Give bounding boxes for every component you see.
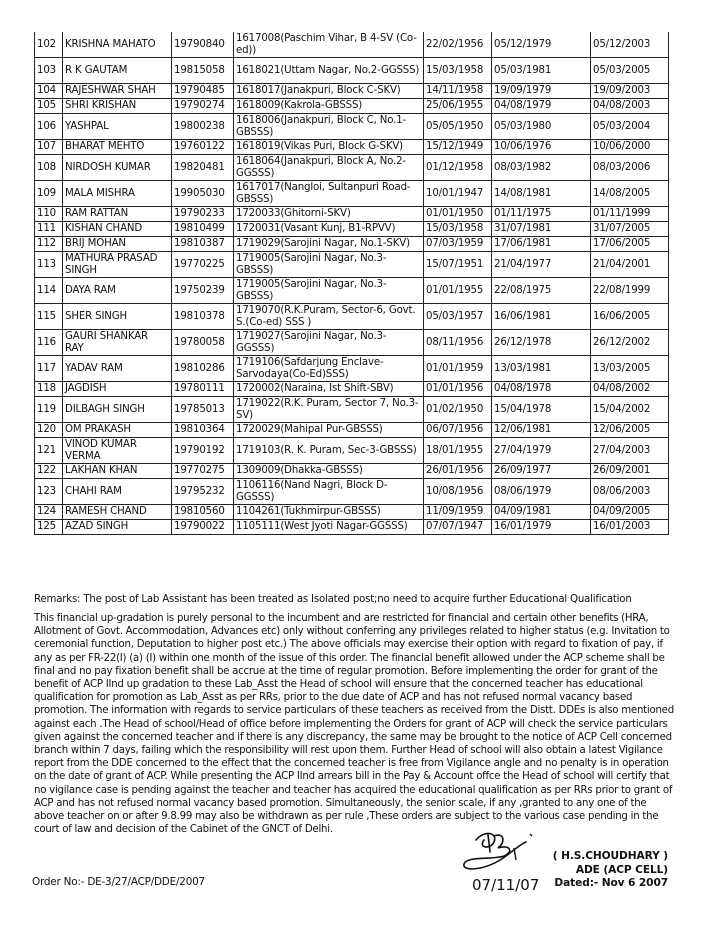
serial-number-cell: 109 xyxy=(35,181,63,207)
employee-name-cell: MALA MISHRA xyxy=(63,181,172,207)
table-row xyxy=(35,32,669,58)
acp-date-cell: 08/06/2003 xyxy=(591,479,669,505)
acp-date-cell: 04/08/2002 xyxy=(591,382,669,397)
table-row xyxy=(35,438,669,464)
serial-number-cell: 114 xyxy=(35,278,63,304)
employee-code-cell: 19810387 xyxy=(172,237,234,252)
school-cell: 1719070(R.K.Puram, Sector-6, Govt. S.(Co-ed) SSS ) xyxy=(234,304,424,330)
employee-code-cell: 19790485 xyxy=(172,84,234,99)
school-cell: 1309009(Dhakka-GBSSS) xyxy=(234,464,424,479)
signatory-designation: ADE (ACP CELL) xyxy=(575,863,668,876)
acp-date-cell: 26/09/2001 xyxy=(591,464,669,479)
table-row xyxy=(35,304,669,330)
employee-code-cell: 19750239 xyxy=(172,278,234,304)
school-cell: 1618021(Uttam Nagar, No.2-GGSSS) xyxy=(234,58,424,84)
employee-code-cell: 19815058 xyxy=(172,58,234,84)
acp-table-body xyxy=(35,32,669,535)
serial-number-cell: 112 xyxy=(35,237,63,252)
remarks-first-line: Remarks: The post of Lab Assistant has been treated as Isolated post;no need to acquire further Educational Qualification xyxy=(34,594,632,605)
employee-code-cell: 19790192 xyxy=(172,438,234,464)
acp-date-cell: 12/06/2005 xyxy=(591,423,669,438)
date-of-birth-cell: 15/03/1958 xyxy=(424,58,492,84)
acp-date-cell: 17/06/2005 xyxy=(591,237,669,252)
joining-date-cell: 17/06/1981 xyxy=(492,237,591,252)
acp-date-cell: 14/08/2005 xyxy=(591,181,669,207)
acp-date-cell: 05/12/2003 xyxy=(591,32,669,58)
joining-date-cell: 21/04/1977 xyxy=(492,252,591,278)
acp-date-cell: 04/09/2005 xyxy=(591,505,669,520)
table-row xyxy=(35,464,669,479)
employee-name-cell: VINOD KUMAR VERMA xyxy=(63,438,172,464)
school-cell: 1105111(West Jyoti Nagar-GGSSS) xyxy=(234,520,424,535)
table-row xyxy=(35,114,669,140)
serial-number-cell: 107 xyxy=(35,140,63,155)
table-row xyxy=(35,330,669,356)
signature-icon xyxy=(454,826,564,898)
table-row xyxy=(35,140,669,155)
school-cell: 1719005(Sarojini Nagar, No.3-GBSSS) xyxy=(234,278,424,304)
employee-code-cell: 19810364 xyxy=(172,423,234,438)
serial-number-cell: 102 xyxy=(35,32,63,58)
acp-date-cell: 10/06/2000 xyxy=(591,140,669,155)
joining-date-cell: 05/03/1981 xyxy=(492,58,591,84)
employee-code-cell: 19795232 xyxy=(172,479,234,505)
joining-date-cell: 31/07/1981 xyxy=(492,222,591,237)
employee-code-cell: 19905030 xyxy=(172,181,234,207)
serial-number-cell: 115 xyxy=(35,304,63,330)
joining-date-cell: 19/09/1979 xyxy=(492,84,591,99)
table-row xyxy=(35,155,669,181)
serial-number-cell: 110 xyxy=(35,207,63,222)
employee-code-cell: 19810560 xyxy=(172,505,234,520)
school-cell: 1719027(Sarojini Nagar, No.3-GGSSS) xyxy=(234,330,424,356)
serial-number-cell: 116 xyxy=(35,330,63,356)
employee-name-cell: GAURI SHANKAR RAY xyxy=(63,330,172,356)
remarks-body: This financial up-gradation is purely personal to the incumbent and are restricted for financial and certain other benefits (HRA, Allotment of Govt. Accommodation, Advances etc) only without conferring any privileges related to higher status (e.g. Invitation to ceremonial function, Deputation to higher post etc.) The above officials may exercise their option with regard to fixation of pay, if any as per FR-22(I) (a) (I) within one month of the issue of this order. The financial benefit allowed under the ACP scheme shall be final and no pay fixation benefit shall be accrue at the time of regular promotion. Before implementing the order for grant of the benefit of ACP IInd up gradation to these Lab_Asst the Head of school will ensure that the concerned teacher has educational qualification for promotion as Lab_Asst as per RRs, prior to the due date of ACP and has not refused normal vacancy based promotion. The information with regards to service particulars of these teachers as received from the Distt. DDEs is also mentioned against each .The Head of school/Head of office before implementing the Orders for grant of ACP will check the service particulars given against the concerned teacher and if there is any discrepancy, the same may be brought to the notice of ACP Cell concerned branch within 7 days, failing which the responsibility will rest upon them. Further Head of school will also obtain a latest Vigilance report from the DDE concerned to the effect that the concerned teacher is free from Vigilance angle and no penalty is in operation on the date of grant of ACP. While presenting the ACP IInd arrears bill in the Pay & Account offce the Head of school will certify that no vigilance case is pending against the teacher and teacher has acquired the educational qualification as per RRs prior to grant of ACP and has not refused normal vacancy based promotion. Simultaneously, the senior scale, if any ,granted to any one of the above teacher on or after 9.8.99 may also be withdrawn as per rule ,These orders are subject to the various case pending in the court of law and decision of the Cabinet of the GNCT of Delhi. xyxy=(34,613,674,836)
serial-number-cell: 121 xyxy=(35,438,63,464)
employee-name-cell: DAYA RAM xyxy=(63,278,172,304)
table-row xyxy=(35,397,669,423)
serial-number-cell: 106 xyxy=(35,114,63,140)
school-cell: 1104261(Tukhmirpur-GBSSS) xyxy=(234,505,424,520)
date-of-birth-cell: 10/01/1947 xyxy=(424,181,492,207)
serial-number-cell: 119 xyxy=(35,397,63,423)
employee-code-cell: 19810378 xyxy=(172,304,234,330)
employee-name-cell: RAMESH CHAND xyxy=(63,505,172,520)
school-cell: 1618006(Janakpuri, Block C, No.1-GBSSS) xyxy=(234,114,424,140)
school-cell: 1719106(Safdarjung Enclave-Sarvodaya(Co-Ed)SSS) xyxy=(234,356,424,382)
employee-name-cell: NIRDOSH KUMAR xyxy=(63,155,172,181)
joining-date-cell: 08/06/1979 xyxy=(492,479,591,505)
date-of-birth-cell: 10/08/1956 xyxy=(424,479,492,505)
employee-code-cell: 19785013 xyxy=(172,397,234,423)
table-row xyxy=(35,278,669,304)
joining-date-cell: 27/04/1979 xyxy=(492,438,591,464)
employee-name-cell: R K GAUTAM xyxy=(63,58,172,84)
school-cell: 1617008(Paschim Vihar, B 4-SV (Co-ed)) xyxy=(234,32,424,58)
employee-code-cell: 19790274 xyxy=(172,99,234,114)
school-cell: 1106116(Nand Nagri, Block D-GGSSS) xyxy=(234,479,424,505)
employee-name-cell: MATHURA PRASAD SINGH xyxy=(63,252,172,278)
serial-number-cell: 117 xyxy=(35,356,63,382)
joining-date-cell: 12/06/1981 xyxy=(492,423,591,438)
joining-date-cell: 04/08/1979 xyxy=(492,99,591,114)
acp-date-cell: 04/08/2003 xyxy=(591,99,669,114)
table-row xyxy=(35,356,669,382)
table-row xyxy=(35,520,669,535)
joining-date-cell: 16/06/1981 xyxy=(492,304,591,330)
serial-number-cell: 120 xyxy=(35,423,63,438)
date-of-birth-cell: 05/03/1957 xyxy=(424,304,492,330)
serial-number-cell: 108 xyxy=(35,155,63,181)
employee-name-cell: OM PRAKASH xyxy=(63,423,172,438)
serial-number-cell: 118 xyxy=(35,382,63,397)
date-of-birth-cell: 01/01/1956 xyxy=(424,382,492,397)
employee-name-cell: DILBAGH SINGH xyxy=(63,397,172,423)
employee-code-cell: 19790022 xyxy=(172,520,234,535)
order-number: Order No:- DE-3/27/ACP/DDE/2007 xyxy=(32,876,205,888)
serial-number-cell: 123 xyxy=(35,479,63,505)
employee-code-cell: 19780058 xyxy=(172,330,234,356)
school-cell: 1617017(Nangloi, Sultanpuri Road-GBSSS) xyxy=(234,181,424,207)
date-of-birth-cell: 15/12/1949 xyxy=(424,140,492,155)
date-of-birth-cell: 01/01/1959 xyxy=(424,356,492,382)
employee-code-cell: 19810286 xyxy=(172,356,234,382)
joining-date-cell: 04/08/1978 xyxy=(492,382,591,397)
date-of-birth-cell: 01/02/1950 xyxy=(424,397,492,423)
employee-code-cell: 19770275 xyxy=(172,464,234,479)
serial-number-cell: 122 xyxy=(35,464,63,479)
employee-name-cell: SHRI KRISHAN xyxy=(63,99,172,114)
employee-code-cell: 19790840 xyxy=(172,32,234,58)
school-cell: 1720031(Vasant Kunj, B1-RPVV) xyxy=(234,222,424,237)
svg-text:07/11/07: 07/11/07 xyxy=(472,876,540,894)
school-cell: 1719022(R.K. Puram, Sector 7, No.3-SV) xyxy=(234,397,424,423)
employee-name-cell: RAM RATTAN xyxy=(63,207,172,222)
table-row xyxy=(35,99,669,114)
date-of-birth-cell: 01/01/1955 xyxy=(424,278,492,304)
table-row xyxy=(35,479,669,505)
date-of-birth-cell: 18/01/1955 xyxy=(424,438,492,464)
joining-date-cell: 13/03/1981 xyxy=(492,356,591,382)
date-of-birth-cell: 01/01/1950 xyxy=(424,207,492,222)
employee-code-cell: 19780111 xyxy=(172,382,234,397)
serial-number-cell: 125 xyxy=(35,520,63,535)
joining-date-cell: 26/12/1978 xyxy=(492,330,591,356)
school-cell: 1720029(Mahipal Pur-GBSSS) xyxy=(234,423,424,438)
acp-date-cell: 01/11/1999 xyxy=(591,207,669,222)
joining-date-cell: 16/01/1979 xyxy=(492,520,591,535)
school-cell: 1719103(R. K. Puram, Sec-3-GBSSS) xyxy=(234,438,424,464)
joining-date-cell: 26/09/1977 xyxy=(492,464,591,479)
acp-date-cell: 19/09/2003 xyxy=(591,84,669,99)
employee-name-cell: LAKHAN KHAN xyxy=(63,464,172,479)
employee-name-cell: KISHAN CHAND xyxy=(63,222,172,237)
joining-date-cell: 05/12/1979 xyxy=(492,32,591,58)
order-date: Dated:- Nov 6 2007 xyxy=(554,877,668,889)
school-cell: 1618017(Janakpuri, Block C-SKV) xyxy=(234,84,424,99)
acp-date-cell: 22/08/1999 xyxy=(591,278,669,304)
employee-code-cell: 19800238 xyxy=(172,114,234,140)
acp-date-cell: 16/01/2003 xyxy=(591,520,669,535)
joining-date-cell: 10/06/1976 xyxy=(492,140,591,155)
acp-date-cell: 15/04/2002 xyxy=(591,397,669,423)
joining-date-cell: 08/03/1982 xyxy=(492,155,591,181)
employee-name-cell: BRIJ MOHAN xyxy=(63,237,172,252)
serial-number-cell: 113 xyxy=(35,252,63,278)
school-cell: 1720002(Naraina, Ist Shift-SBV) xyxy=(234,382,424,397)
employee-code-cell: 19770225 xyxy=(172,252,234,278)
acp-date-cell: 26/12/2002 xyxy=(591,330,669,356)
acp-date-cell: 13/03/2005 xyxy=(591,356,669,382)
date-of-birth-cell: 05/05/1950 xyxy=(424,114,492,140)
employee-name-cell: JAGDISH xyxy=(63,382,172,397)
acp-date-cell: 31/07/2005 xyxy=(591,222,669,237)
employee-code-cell: 19810499 xyxy=(172,222,234,237)
date-of-birth-cell: 07/03/1959 xyxy=(424,237,492,252)
date-of-birth-cell: 25/06/1955 xyxy=(424,99,492,114)
serial-number-cell: 103 xyxy=(35,58,63,84)
employee-name-cell: AZAD SINGH xyxy=(63,520,172,535)
school-cell: 1618019(Vikas Puri, Block G-SKV) xyxy=(234,140,424,155)
table-row xyxy=(35,505,669,520)
date-of-birth-cell: 22/02/1956 xyxy=(424,32,492,58)
joining-date-cell: 15/04/1978 xyxy=(492,397,591,423)
table-row xyxy=(35,207,669,222)
serial-number-cell: 104 xyxy=(35,84,63,99)
table-row xyxy=(35,423,669,438)
employee-name-cell: SHER SINGH xyxy=(63,304,172,330)
acp-staff-table xyxy=(34,32,669,535)
employee-name-cell: CHAHI RAM xyxy=(63,479,172,505)
date-of-birth-cell: 26/01/1956 xyxy=(424,464,492,479)
joining-date-cell: 22/08/1975 xyxy=(492,278,591,304)
table-row xyxy=(35,181,669,207)
school-cell: 1719029(Sarojini Nagar, No.1-SKV) xyxy=(234,237,424,252)
date-of-birth-cell: 15/07/1951 xyxy=(424,252,492,278)
date-of-birth-cell: 08/11/1956 xyxy=(424,330,492,356)
acp-date-cell: 21/04/2001 xyxy=(591,252,669,278)
signatory-block xyxy=(553,850,668,891)
school-cell: 1618064(Janakpuri, Block A, No.2-GGSSS) xyxy=(234,155,424,181)
school-cell: 1719005(Sarojini Nagar, No.3-GBSSS) xyxy=(234,252,424,278)
table-row xyxy=(35,237,669,252)
acp-date-cell: 27/04/2003 xyxy=(591,438,669,464)
joining-date-cell: 14/08/1981 xyxy=(492,181,591,207)
table-row xyxy=(35,222,669,237)
employee-name-cell: KRISHNA MAHATO xyxy=(63,32,172,58)
table-row xyxy=(35,382,669,397)
employee-name-cell: YASHPAL xyxy=(63,114,172,140)
joining-date-cell: 01/11/1975 xyxy=(492,207,591,222)
serial-number-cell: 124 xyxy=(35,505,63,520)
school-cell: 1720033(Ghitorni-SKV) xyxy=(234,207,424,222)
acp-date-cell: 05/03/2005 xyxy=(591,58,669,84)
remarks-section xyxy=(34,593,674,608)
date-of-birth-cell: 01/12/1958 xyxy=(424,155,492,181)
acp-date-cell: 05/03/2004 xyxy=(591,114,669,140)
signatory-name: ( H.S.CHOUDHARY ) xyxy=(552,850,668,862)
employee-name-cell: BHARAT MEHTO xyxy=(63,140,172,155)
table-row xyxy=(35,84,669,99)
date-of-birth-cell: 11/09/1959 xyxy=(424,505,492,520)
date-of-birth-cell: 15/03/1958 xyxy=(424,222,492,237)
table-row xyxy=(35,252,669,278)
employee-name-cell: RAJESHWAR SHAH xyxy=(63,84,172,99)
date-of-birth-cell: 07/07/1947 xyxy=(424,520,492,535)
employee-code-cell: 19820481 xyxy=(172,155,234,181)
joining-date-cell: 05/03/1980 xyxy=(492,114,591,140)
school-cell: 1618009(Kakrola-GBSSS) xyxy=(234,99,424,114)
acp-date-cell: 08/03/2006 xyxy=(591,155,669,181)
joining-date-cell: 04/09/1981 xyxy=(492,505,591,520)
date-of-birth-cell: 06/07/1956 xyxy=(424,423,492,438)
acp-date-cell: 16/06/2005 xyxy=(591,304,669,330)
serial-number-cell: 111 xyxy=(35,222,63,237)
date-of-birth-cell: 14/11/1958 xyxy=(424,84,492,99)
employee-name-cell: YADAV RAM xyxy=(63,356,172,382)
employee-code-cell: 19760122 xyxy=(172,140,234,155)
serial-number-cell: 105 xyxy=(35,99,63,114)
employee-code-cell: 19790233 xyxy=(172,207,234,222)
table-row xyxy=(35,58,669,84)
